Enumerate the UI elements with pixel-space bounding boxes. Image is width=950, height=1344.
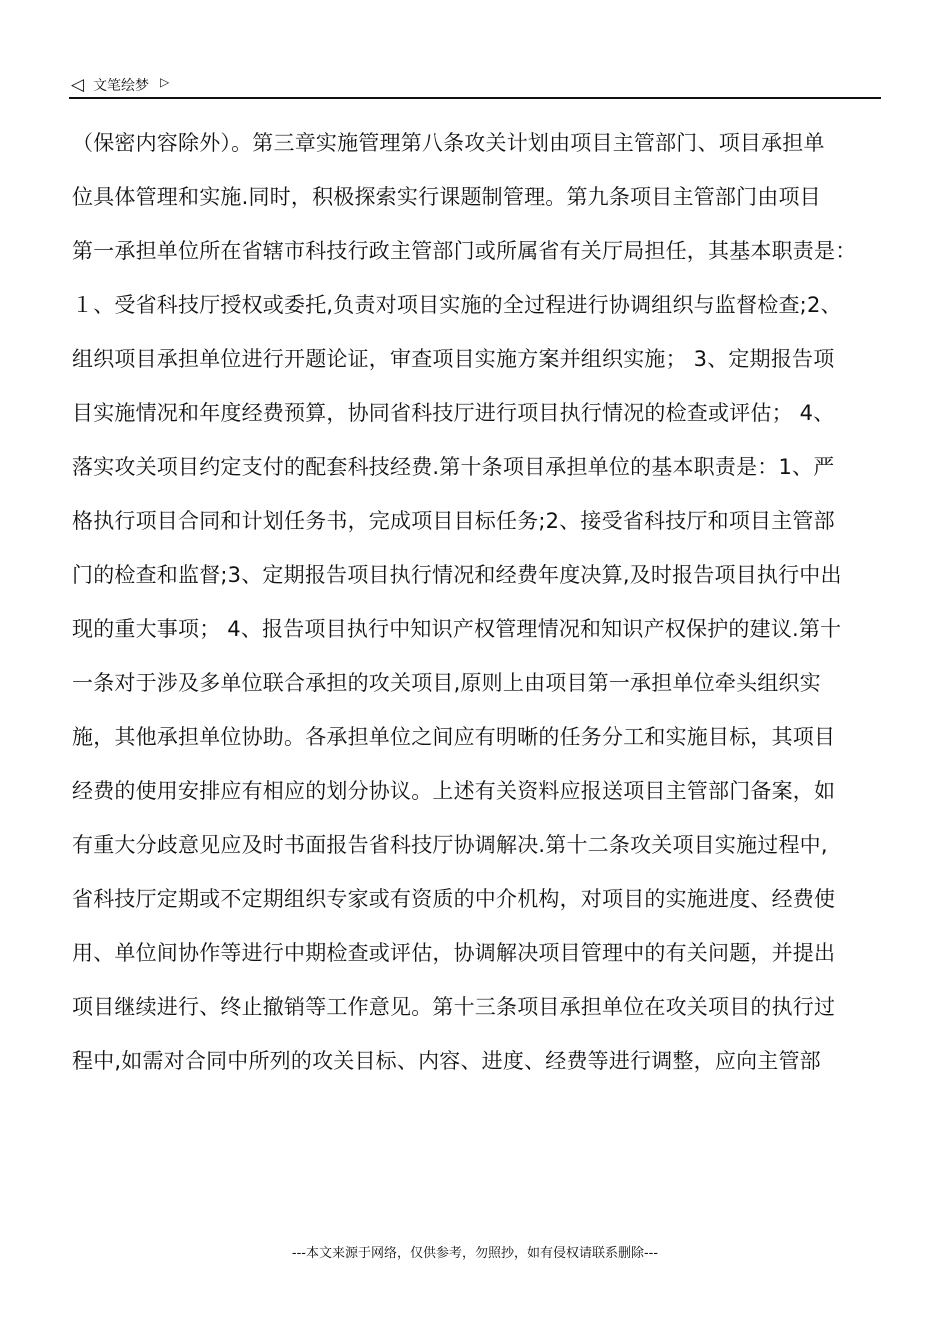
body-line: １、受省科技厅授权或委托,负责对项目实施的全过程进行协调组织与监督检查;2、 [72, 293, 842, 317]
body-line: 施，其他承担单位协助。各承担单位之间应有明晰的任务分工和实施目标，其项目 [72, 725, 836, 749]
page-footer: ---本文来源于网络，仅供参考，勿照抄，如有侵权请联系删除--- [291, 1246, 659, 1261]
body-line: 一条对于涉及多单位联合承担的攻关项目,原则上由项目第一承担单位牵头组织实 [72, 671, 821, 695]
body-line: 落实攻关项目约定支付的配套科技经费.第十条项目承担单位的基本职责是：1、严 [72, 455, 835, 479]
body-line: 现的重大事项； 4、报告项目执行中知识产权管理情况和知识产权保护的建议.第十 [72, 617, 842, 641]
body-line: 目实施情况和年度经费预算，协同省科技厅进行项目执行情况的检查或评估； 4、 [72, 401, 835, 425]
body-line: 位具体管理和实施.同时，积极探索实行课题制管理。第九条项目主管部门由项目 [72, 185, 821, 209]
body-line: （保密内容除外）。第三章实施管理第八条攻关计划由项目主管部门、项目承担单 [72, 131, 825, 155]
body-line: 第一承担单位所在省辖市科技行政主管部门或所属省有关厅局担任，其基本职责是： [72, 239, 857, 263]
body-line: 用、单位间协作等进行中期检查或评估，协调解决项目管理中的有关问题，并提出 [72, 941, 836, 965]
page-header [71, 74, 881, 98]
header-divider [69, 97, 881, 99]
body-line: 组织项目承担单位进行开题论证，审查项目实施方案并组织实施； 3、定期报告项 [72, 347, 835, 371]
body-line: 程中,如需对合同中所列的攻关目标、内容、进度、经费等进行调整，应向主管部 [72, 1049, 821, 1073]
document-body [72, 125, 884, 1097]
body-line: 项目继续进行、终止撤销等工作意见。第十三条项目承担单位在攻关项目的执行过 [72, 995, 836, 1019]
header-title: 文笔绘梦 [93, 78, 149, 94]
body-line: 有重大分歧意见应及时书面报告省科技厅协调解决.第十二条攻关项目实施过程中, [72, 833, 828, 857]
body-line: 门的检查和监督;3、定期报告项目执行情况和经费年度决算,及时报告项目执行中出 [72, 563, 842, 587]
body-line: 经费的使用安排应有相应的划分协议。上述有关资料应报送项目主管部门备案，如 [72, 779, 836, 803]
body-line: 格执行项目合同和计划任务书，完成项目目标任务;2、接受省科技厅和项目主管部 [72, 509, 835, 533]
left-triangle-icon: ◁ [71, 75, 85, 95]
body-line: 省科技厅定期或不定期组织专家或有资质的中介机构，对项目的实施进度、经费使 [72, 887, 836, 911]
right-triangle-icon: ▷ [160, 75, 170, 89]
